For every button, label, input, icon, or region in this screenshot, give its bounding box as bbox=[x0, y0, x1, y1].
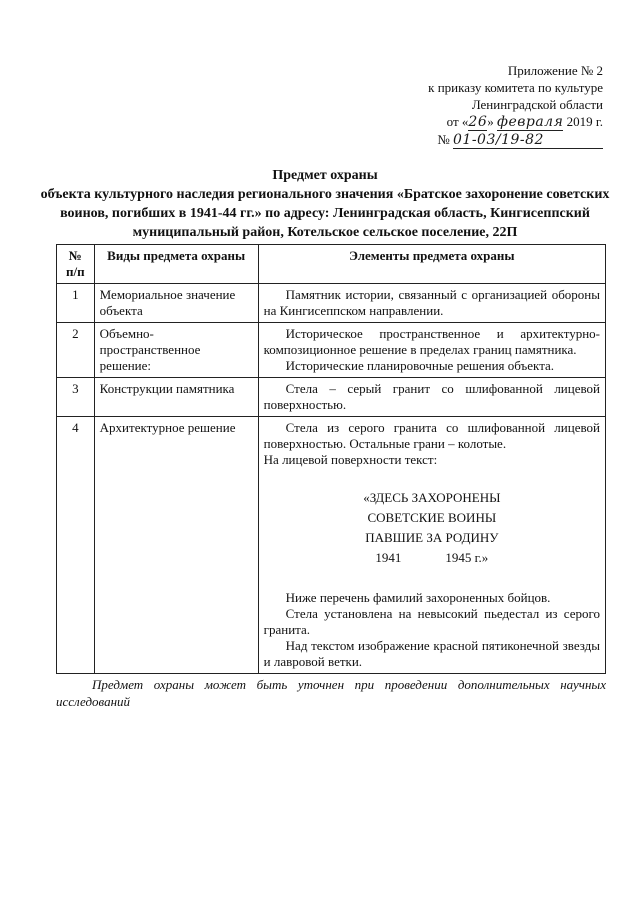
row-paragraph: Над текстом изображение красной пятиконечной звезды и лавровой ветки. bbox=[263, 638, 600, 669]
order-date: от «26» февраля 2019 г. bbox=[446, 114, 603, 130]
title-line-2: объекта культурного наследия регионального значения «Братское захоронение советских воинов, погибших в 1941-44 гг.» по адресу: Ленинградская область, Кингисеппский муниципальный район, Котельское сельское поселение, 22П bbox=[40, 187, 610, 240]
table-row bbox=[57, 323, 606, 378]
row-num: 1 bbox=[57, 284, 95, 323]
inscription-line-1: «ЗДЕСЬ ЗАХОРОНЕНЫ bbox=[363, 490, 501, 505]
row-type: Мемориальное значение объекта bbox=[94, 284, 258, 323]
row-num: 2 bbox=[57, 323, 95, 378]
stele-inscription bbox=[264, 488, 600, 568]
row-type: Конструкции памятника bbox=[94, 378, 258, 417]
row-elements bbox=[258, 378, 605, 417]
appendix-header bbox=[373, 62, 603, 149]
row-type: Объемно-пространственное решение: bbox=[94, 323, 258, 378]
header-type: Виды предмета охраны bbox=[94, 245, 258, 284]
title-line-1: Предмет охраны bbox=[272, 168, 378, 183]
table-row bbox=[57, 284, 606, 323]
document-title bbox=[40, 166, 610, 242]
appendix-line-1: Приложение № 2 bbox=[507, 63, 603, 78]
row-num: 4 bbox=[57, 417, 95, 674]
appendix-line-2: к приказу комитета по культуре bbox=[428, 80, 603, 95]
header-elements: Элементы предмета охраны bbox=[258, 245, 605, 284]
inscription-years bbox=[264, 548, 600, 568]
inscription-year-start: 1941 bbox=[375, 550, 402, 565]
row-paragraph: Стела – серый гранит со шлифованной лицевой поверхностью. bbox=[263, 381, 600, 412]
appendix-line-3: Ленинградской области bbox=[471, 97, 603, 112]
order-number: № 01-03/19-82 bbox=[373, 131, 603, 149]
row-paragraph: Стела из серого гранита со шлифованной лицевой поверхностью. Остальные грани – колотые. bbox=[263, 420, 600, 451]
table-row bbox=[57, 417, 606, 674]
row-type: Архитектурное решение bbox=[94, 417, 258, 674]
row-paragraph: Стела установлена на невысокий пьедестал из серого гранита. bbox=[263, 606, 600, 637]
row-paragraph: Ниже перечень фамилий захороненных бойцов. bbox=[285, 590, 551, 605]
row-paragraph: На лицевой поверхности текст: bbox=[263, 452, 438, 467]
table-row bbox=[57, 378, 606, 417]
row-elements bbox=[258, 417, 605, 674]
row-elements bbox=[258, 323, 605, 378]
row-num: 3 bbox=[57, 378, 95, 417]
inscription-line-3: ПАВШИЕ ЗА РОДИНУ bbox=[365, 530, 499, 545]
protection-subject-table bbox=[56, 244, 606, 674]
footnote: Предмет охраны может быть уточнен при проведении дополнительных научных исследований bbox=[56, 677, 606, 709]
table-header-row bbox=[57, 245, 606, 284]
row-elements bbox=[258, 284, 605, 323]
handwritten-month: февраля bbox=[496, 114, 564, 130]
inscription-year-end: 1945 г.» bbox=[445, 550, 489, 565]
inscription-line-2: СОВЕТСКИЕ ВОИНЫ bbox=[367, 510, 497, 525]
handwritten-number: 01-03/19-82 bbox=[453, 133, 603, 149]
handwritten-day: 26 bbox=[468, 114, 488, 130]
row-paragraph: Памятник истории, связанный с организацией обороны на Кингисеппском направлении. bbox=[263, 287, 600, 318]
row-paragraph: Историческое пространственное и архитектурно-композиционное решение в пределах границ памятника. bbox=[263, 326, 600, 357]
header-num: № п/п bbox=[57, 245, 95, 284]
row-paragraph: Исторические планировочные решения объекта. bbox=[285, 358, 555, 373]
